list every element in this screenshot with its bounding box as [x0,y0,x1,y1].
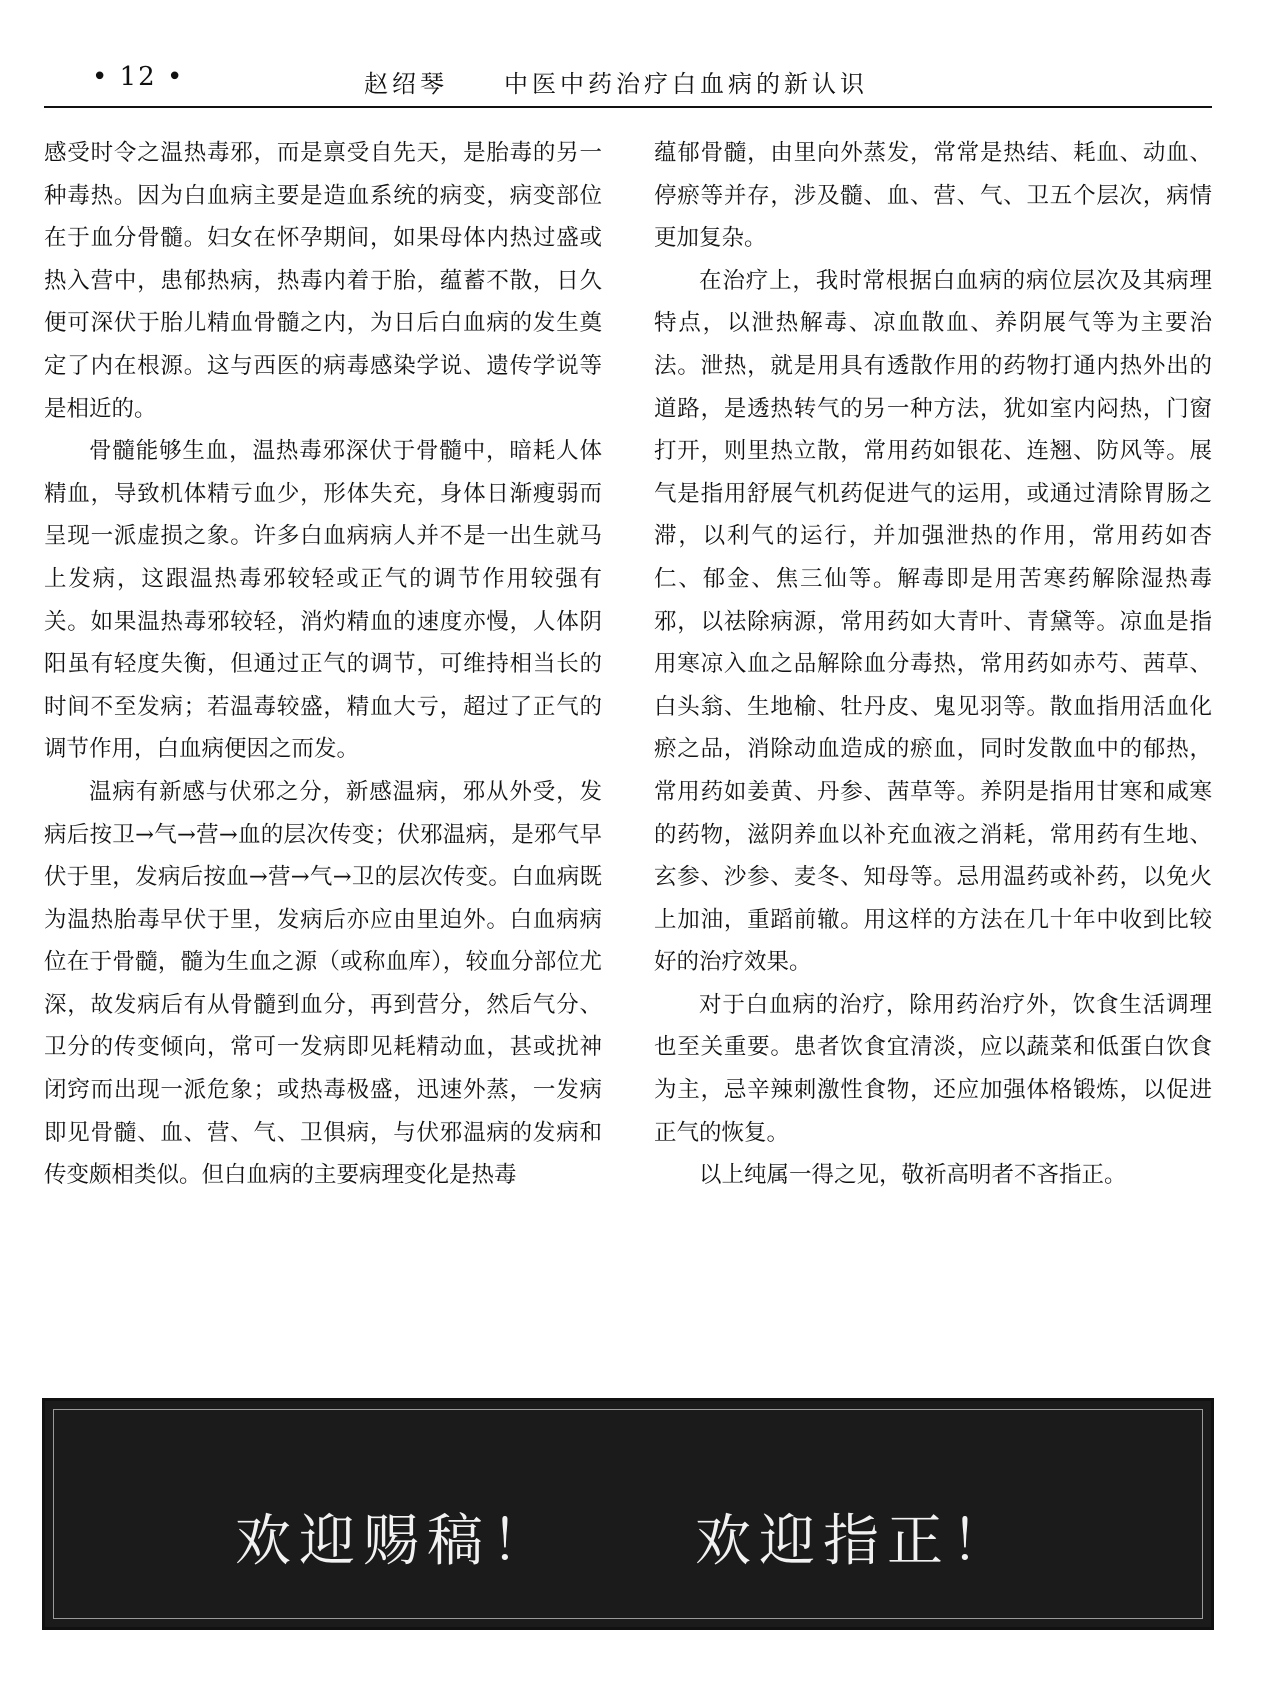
paragraph: 在治疗上，我时常根据白血病的病位层次及其病理特点，以泄热解毒、凉血散血、养阴展气等为主要治法。泄热，就是用具有透散作用的药物打通内热外出的道路，是透热转气的另一种方法，犹如室内闷热，门窗打开，则里热立散，常用药如银花、连翘、防风等。展气是指用舒展气机药促进气的运用，或通过清除胃肠之滞，以利气的运行，并加强泄热的作用，常用药如杏仁、郁金、焦三仙等。解毒即是用苦寒药解除湿热毒邪，以祛除病源，常用药如大青叶、青黛等。凉血是指用寒凉入血之品解除血分毒热，常用药如赤芍、茜草、白头翁、生地榆、牡丹皮、鬼见羽等。散血指用活血化瘀之品，消除动血造成的瘀血，同时发散血中的郁热，常用药如姜黄、丹参、茜草等。养阴是指用甘寒和咸寒的药物，滋阴养血以补充血液之消耗，常用药有生地、玄参、沙参、麦冬、知母等。忌用温药或补药，以免火上加油，重蹈前辙。用这样的方法在几十年中收到比较好的治疗效果。 [654,267,1212,976]
article-author: 赵绍琴 [364,70,448,98]
header-divider [44,106,1212,108]
paragraph: 温病有新感与伏邪之分，新感温病，邪从外受，发病后按卫→气→营→血的层次传变；伏邪温病，是邪气早伏于里，发病后按血→营→气→卫的层次传变。白血病既为温热胎毒早伏于里，发病后亦应由里迫外。白血病病位在于骨髓，髓为生血之源（或称血库），较血分部位尤深，故发病后有从骨髓到血分，再到营分，然后气分、卫分的传变倾向，常可一发病即见耗精动血，甚或扰神闭窍而出现一派危象；或热毒极盛，迅速外蒸，一发病即见骨髓、血、营、气、卫俱病，与伏邪温病的发病和传变颇相类似。但白血病的主要病理变化是热毒 [44,778,602,1189]
right-column [654,132,1212,1197]
banner-text-submissions: 欢迎赐稿！ [235,1509,555,1574]
article-title: 中医中药治疗白血病的新认识 [504,70,868,98]
paragraph: 蕴郁骨髓，由里向外蒸发，常常是热结、耗血、动血、停瘀等并存，涉及髓、血、营、气、卫五个层次，病情更加复杂。 [654,140,1212,252]
welcome-banner [42,1398,1214,1630]
left-column [44,132,602,1197]
banner-inner-frame [53,1409,1203,1619]
paragraph: 感受时令之温热毒邪，而是禀受自先天，是胎毒的另一种毒热。因为白血病主要是造血系统的病变，病变部位在于血分骨髓。妇女在怀孕期间，如果母体内热过盛或热入营中，患郁热病，热毒内着于胎，蕴蓄不散，日久便可深伏于胎儿精血骨髓之内，为日后白血病的发生奠定了内在根源。这与西医的病毒感染学说、遗传学说等是相近的。 [44,140,602,422]
paragraph: 骨髓能够生血，温热毒邪深伏于骨髓中，暗耗人体精血，导致机体精亏血少，形体失充，身体日渐瘦弱而呈现一派虚损之象。许多白血病病人并不是一出生就马上发病，这跟温热毒邪较轻或正气的调节作用较强有关。如果温热毒邪较轻，消灼精血的速度亦慢，人体阴阳虽有轻度失衡，但通过正气的调节，可维持相当长的时间不至发病；若温毒较盛，精血大亏，超过了正气的调节作用，白血病便因之而发。 [44,438,602,763]
page-number: • 12 • [92,62,185,92]
paragraph: 对于白血病的治疗，除用药治疗外，饮食生活调理也至关重要。患者饮食宜清淡，应以蔬菜和低蛋白饮食为主，忌辛辣刺激性食物，还应加强体格锻炼，以促进正气的恢复。 [654,991,1212,1146]
page-header [44,58,1208,110]
paragraph: 以上纯属一得之见，敬祈高明者不吝指正。 [699,1162,1127,1189]
banner-text-corrections: 欢迎指正！ [695,1509,1015,1574]
